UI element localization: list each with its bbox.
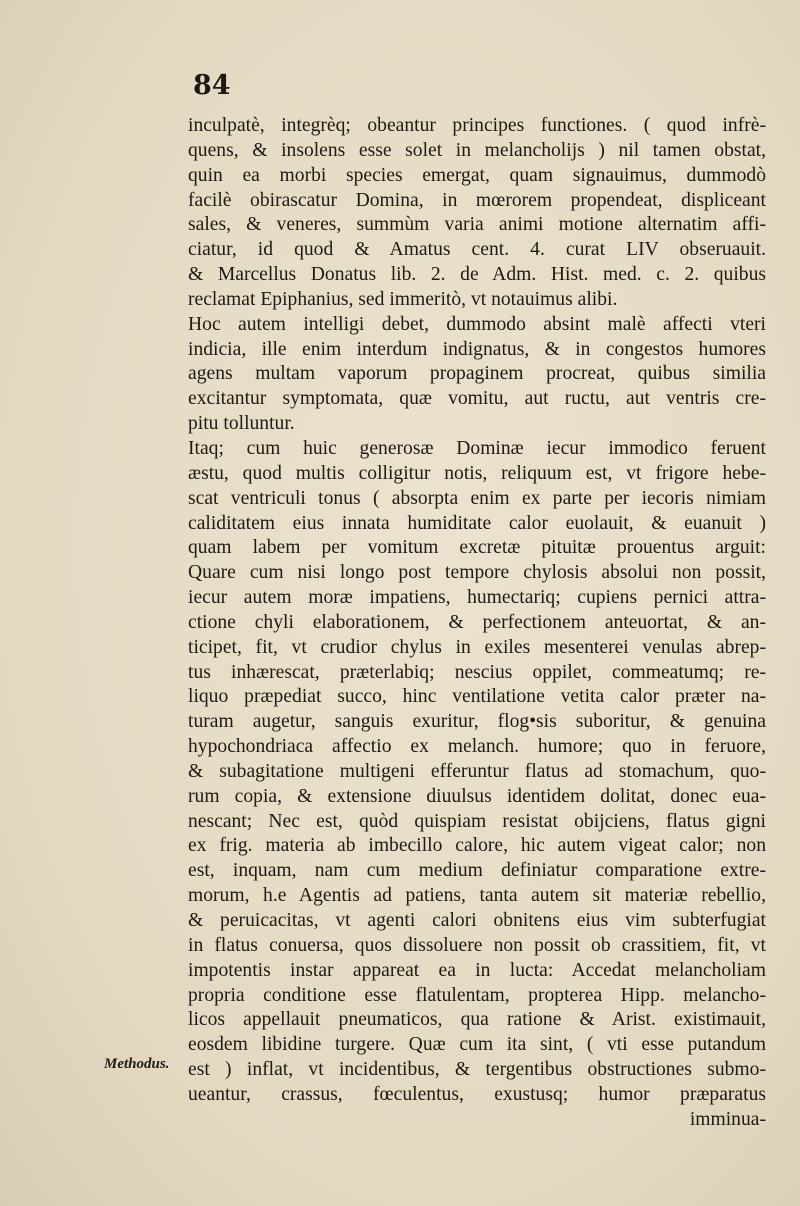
body-text — [188, 114, 766, 1133]
text-line: morum, h.e Agentis ad patiens, tanta autem sit materiæ rebellio, — [188, 885, 766, 907]
text-line: & peruicacitas, vt agenti calori obnitens eius vim subterfugiat — [188, 910, 766, 931]
text-line: turam augetur, sanguis exuritur, flog•sis suboritur, & genuina — [188, 711, 766, 733]
text-line: ex frig. materia ab imbecillo calore, hic autem vigeat calor; non — [188, 835, 766, 857]
text-line: & Marcellus Donatus lib. 2. de Adm. Hist. med. c. 2. quibus — [188, 264, 766, 286]
text-line: & subagitatione multigeni efferuntur flatus ad stomachum, quo- — [188, 760, 766, 782]
text-line: Hoc autem intelligi debet, dummodo absint malè affecti vteri — [188, 313, 766, 335]
text-line: ciatur, id quod & Amatus cent. 4. curat LIV obseruauit. — [188, 239, 766, 261]
text-line: facilè obirascatur Domina, in mœrorem propendeat, displiceant — [188, 189, 766, 211]
text-line: agens multam vaporum propaginem procreat, quibus similia — [188, 363, 766, 385]
text-line: æstu, quod multis colligitur notis, reliquum est, vt frigore hebe- — [188, 462, 766, 484]
text-line: ueantur, crassus, fœculentus, exustusq; humor præparatus — [188, 1083, 766, 1105]
text-line: tus inhærescat, præterlabiq; nescius oppilet, commeatumq; re- — [188, 661, 766, 683]
text-line: indicia, ille enim interdum indignatus, & in congestos humores — [188, 338, 766, 360]
text-line: rum copia, & extensione diuulsus identidem dolitat, donec eua- — [188, 785, 766, 807]
text-line: Quare cum nisi longo post tempore chylosis absolui non possit, — [188, 562, 766, 584]
text-line: ctione chyli elaborationem, & perfectionem anteuortat, & an- — [188, 611, 766, 633]
text-line: est ) inflat, vt incidentibus, & tergentibus obstructiones submo- — [188, 1059, 766, 1081]
text-line: nescant; Nec est, quòd quispiam resistat obijciens, flatus gigni — [188, 810, 766, 832]
text-line: pitu tolluntur. — [188, 413, 295, 435]
text-line: ticipet, fit, vt crudior chylus in exiles mesenterei venulas abrep- — [188, 636, 766, 658]
page-number: 84 — [193, 70, 231, 101]
text-line: reclamat Epiphanius, sed immeritò, vt notauimus alibi. — [188, 288, 618, 310]
text-line: caliditatem eius innata humiditate calor euolauit, & euanuit ) — [188, 512, 766, 534]
text-line: quam labem per vomitum excretæ pituitæ prouentus arguit: — [188, 537, 766, 559]
text-line: liquo præpediat succo, hinc ventilatione vetita calor præter na- — [188, 686, 766, 708]
text-line: eosdem libidine turgere. Quæ cum ita sint, ( vti esse putandum — [188, 1034, 766, 1056]
text-line: in flatus conuersa, quos dissoluere non possit ob crassitiem, fit, vt — [188, 934, 766, 956]
text-line: inculpatè, integrèq; obeantur principes functiones. ( quod infrè- — [188, 115, 766, 136]
text-line: impotentis instar appareat ea in lucta: Accedat melancholiam — [188, 959, 766, 981]
text-line: scat ventriculi tonus ( absorpta enim ex parte per iecoris nimiam — [188, 487, 766, 509]
margin-note: Methodus. — [104, 1056, 170, 1072]
text-line: hypochondriaca affectio ex melanch. humore; quo in feruore, — [188, 736, 766, 758]
text-line: propria conditione esse flatulentam, propterea Hipp. melancho- — [188, 984, 766, 1006]
text-line: licos appellauit pneumaticos, qua ratione & Arist. existimauit, — [188, 1009, 766, 1031]
text-line: quin ea morbi species emergat, quam signauimus, dummodò — [188, 164, 766, 186]
text-line: iecur autem moræ impatiens, humectariq; cupiens pernici attra- — [188, 587, 766, 609]
text-line: sales, & veneres, summùm varia animi motione alternatim affi- — [188, 214, 766, 236]
text-line: Itaq; cum huic generosæ Dominæ iecur immodico feruent — [188, 437, 766, 459]
text-line: excitantur symptomata, quæ vomitu, aut ructu, aut ventris cre- — [188, 388, 766, 410]
text-line: est, inquam, nam cum medium definiatur comparatione extre- — [188, 860, 766, 882]
catchword: imminua- — [689, 1108, 766, 1130]
text-line: quens, & insolens esse solet in melancholijs ) nil tamen obstat, — [188, 139, 766, 161]
